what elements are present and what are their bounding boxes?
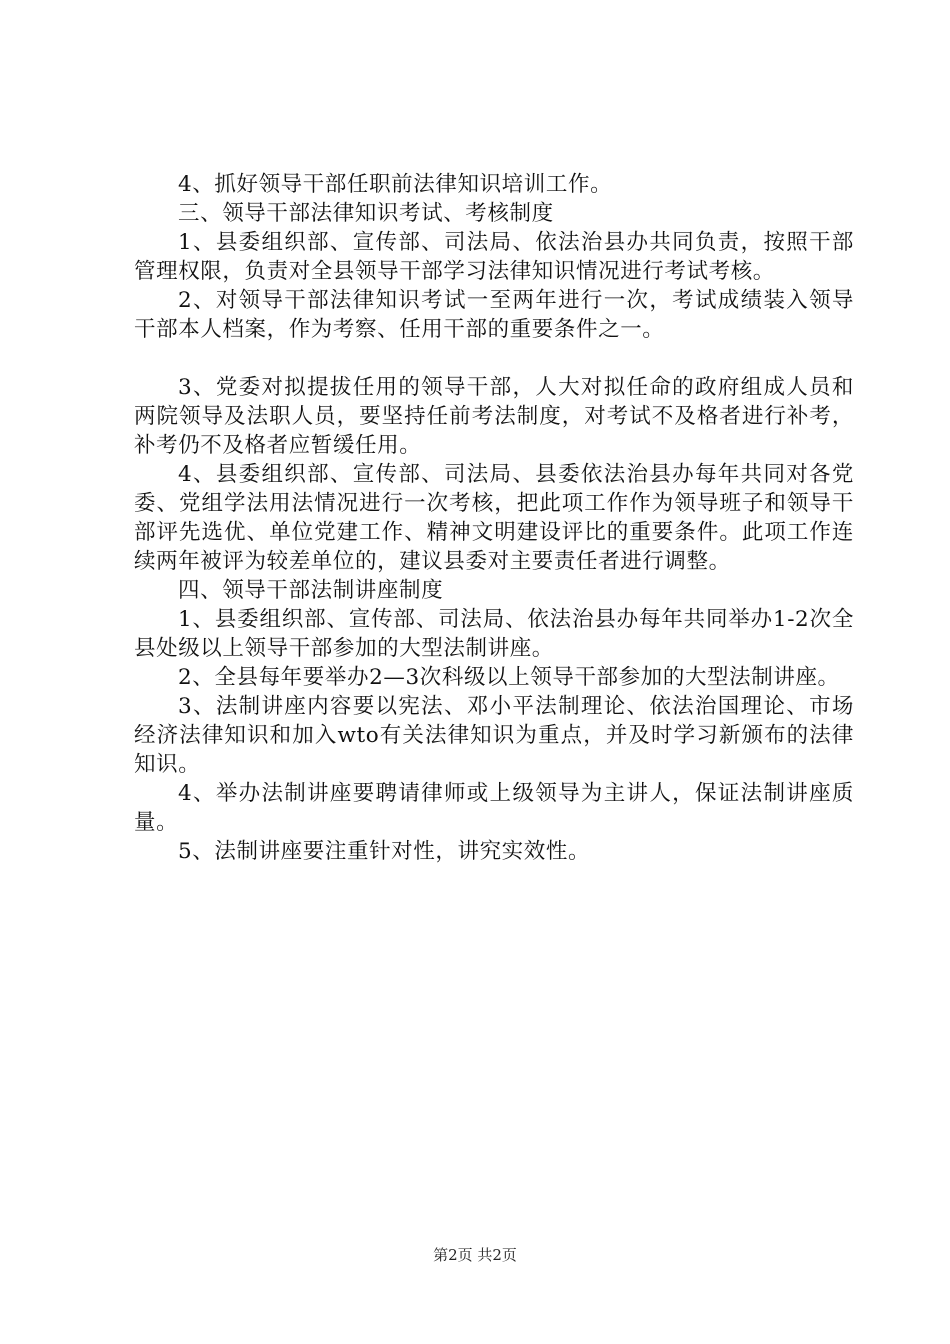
paragraph-11: 4、举办法制讲座要聘请律师或上级领导为主讲人，保证法制讲座质量。 <box>134 781 854 835</box>
section-heading-4: 四、领导干部法制讲座制度 <box>178 578 444 603</box>
paragraph-5: 3、党委对拟提拔任用的领导干部，人大对拟任命的政府组成人员和两院领导及法职人员，要坚持任前考法制度，对考试不及格者进行补考，补考仍不及格者应暂缓任用。 <box>134 375 854 458</box>
document-body <box>134 170 854 866</box>
section-heading-3: 三、领导干部法律知识考试、考核制度 <box>178 201 554 226</box>
paragraph-8: 1、县委组织部、宣传部、司法局、依法治县办每年共同举办1-2次全县处级以上领导干部参加的大型法制讲座。 <box>134 607 854 661</box>
page-number-footer: 第2页 共2页 <box>433 1246 517 1264</box>
paragraph-12: 5、法制讲座要注重针对性，讲究实效性。 <box>178 839 591 864</box>
paragraph-6: 4、县委组织部、宣传部、司法局、县委依法治县办每年共同对各党委、党组学法用法情况进行一次考核，把此项工作作为领导班子和领导干部评先选优、单位党建工作、精神文明建设评比的重要条件。此项工作连续两年被评为较差单位的，建议县委对主要责任者进行调整。 <box>134 462 854 574</box>
paragraph-4: 2、对领导干部法律知识考试一至两年进行一次，考试成绩装入领导干部本人档案，作为考察、任用干部的重要条件之一。 <box>134 288 854 342</box>
paragraph-1: 4、抓好领导干部任职前法律知识培训工作。 <box>178 172 613 197</box>
paragraph-10: 3、法制讲座内容要以宪法、邓小平法制理论、依法治国理论、市场经济法律知识和加入wto有关法律知识为重点，并及时学习新颁布的法律知识。 <box>134 694 854 777</box>
paragraph-3: 1、县委组织部、宣传部、司法局、依法治县办共同负责，按照干部管理权限，负责对全县领导干部学习法律知识情况进行考试考核。 <box>134 230 854 284</box>
paragraph-9: 2、全县每年要举办2—3次科级以上领导干部参加的大型法制讲座。 <box>178 665 840 690</box>
